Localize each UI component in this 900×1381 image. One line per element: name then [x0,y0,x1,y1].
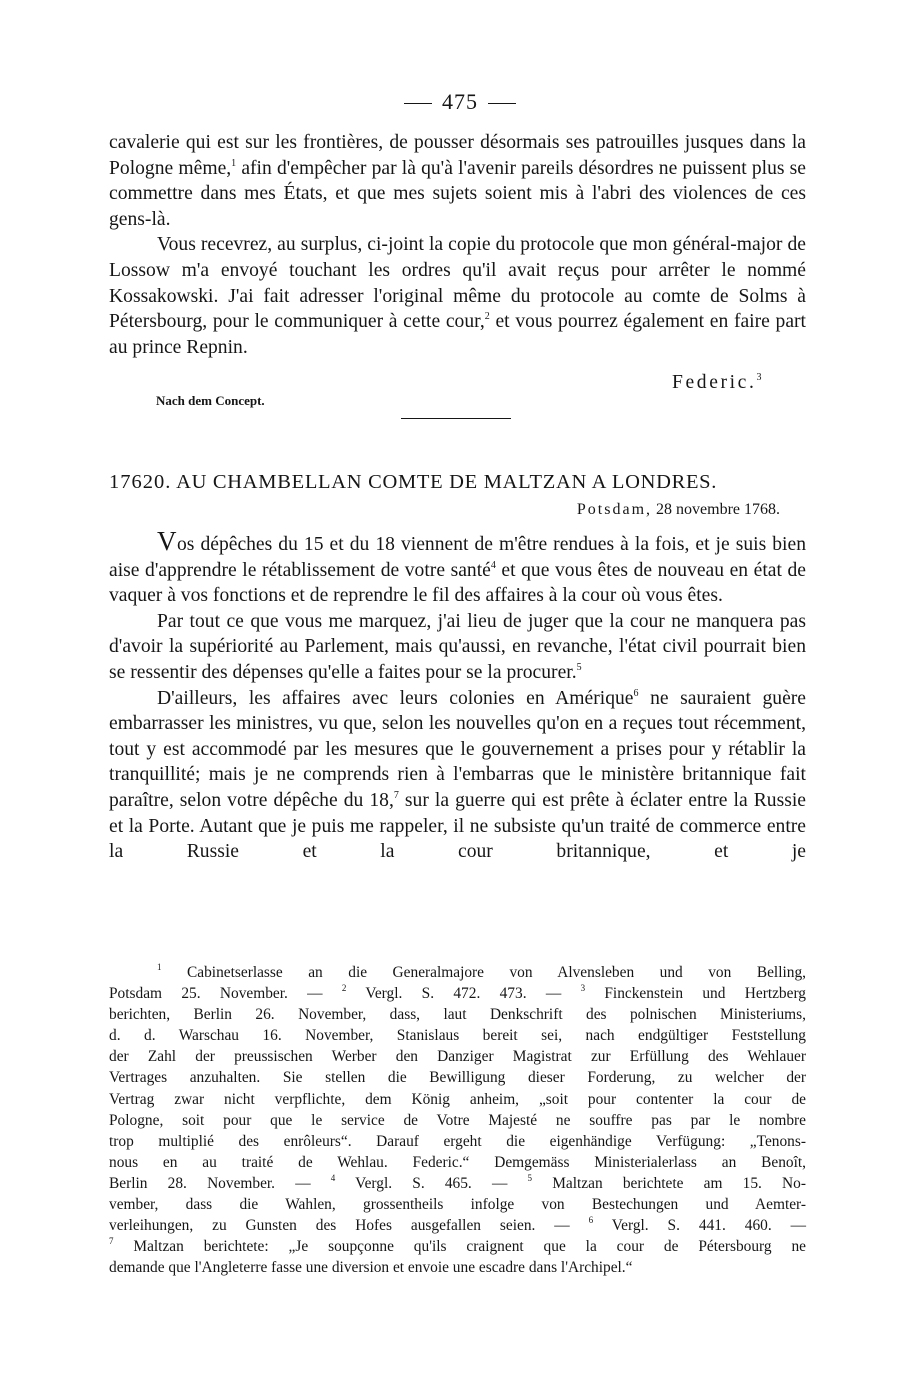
footnote-line: Vertrag zwar nicht verpflichte, dem König anheim, „soit pour contenter la cour de [109,1090,806,1108]
page-number-text: 475 [442,89,478,114]
footnote-line: vember, dass die Wahlen, grossentheils infolge von Bestechungen und Aemter- [109,1196,806,1214]
footnote-line: $^1$ Cabinetserlasse an die Generalmajore von Alvensleben und von Belling, [157,962,806,981]
letter-place: Potsdam, [576,501,653,518]
letter-heading [109,468,806,496]
footnote-ref-3: 3 [756,372,765,383]
footnote-line: berichten, Berlin 26. November, dass, laut Denkschrift des polnischen Ministeriums, [109,1006,806,1024]
footnote-line: nous en au traité de Wehlau. Federic.“ Demgemäss Ministerialerlass an Benoît, [109,1153,806,1171]
drop-initial: V [157,526,177,556]
footnote-line: verleihungen, zu Gunsten des Hofes ausgefallen seien. — $^6$ Vergl. S. 441. 460. — [109,1215,806,1235]
letter-number: 17620. [109,471,172,493]
footnote-line: demande que l'Angleterre fasse une diversion et envoie une escadre dans l'Archipel.“ [109,1259,633,1277]
page-number-dash-left [404,103,432,104]
letter-body [109,526,806,865]
footnote-line: Vertrages anzuhalten. Sie stellen die Bewilligung dieser Forderung, zu welcher der [109,1069,806,1087]
footnote-line: Pologne, soit pour que le service de Votre Majesté ne souffre pas par le nombre [109,1111,806,1129]
footnotes [109,962,806,1278]
footnote-line: der Zahl der preussischen Werber den Danziger Magistrat zur Erfüllung des Wehlauer [109,1048,806,1066]
footnote-ref-4: 4 [490,559,496,571]
letter-paragraph-2: Par tout ce que vous me marquez, j'ai lieu de juger que la cour ne manquera pas d'avoir la supériorité au Parlement, mais qu'aussi, en revanche, l'état civil pourrait bien se ressentir des dépenses qu'elle a faites pour se la procurer.$^5$ [109,610,806,683]
continuation-paragraph-1: cavalerie qui est sur les frontières, de pousser désormais ses patrouilles jusques dans la Pologne même,$^1$ afin d'empêcher par là qu'à l'avenir pareils désordres ne puissent plus se commettre dans mes États, et que mes sujets soient mis à l'abri des violences de ces gens-là. [109,132,806,230]
footnote-line: trop multiplié des enrôleurs“. Darauf ergeht die eigenhändige Verfügung: „Tenons- [109,1132,806,1150]
footnote-ref-6: 6 [633,687,639,699]
letter-dateline [460,499,780,521]
footnote-ref-1: 1 [231,157,237,169]
footnote-ref-5: 5 [576,661,582,673]
footnote-ref-2: 2 [484,311,490,323]
source-note: Nach dem Concept. [156,393,265,408]
page-number [380,88,540,116]
page-number-dash-right [488,103,516,104]
signature: Federic.$^3$ [672,372,765,393]
letter-paragraph-1: Vos dépêches du 15 et du 18 viennent de m'être rendues à la fois, et je suis bien aise d'apprendre le rétablissement de votre santé$^4$ et que vous êtes de nouveau en état de vaquer à vos fonctions et de reprendre le fil des affaires à la cour où vous êtes. [109,526,806,607]
footnote-ref-7: 7 [393,789,399,801]
section-divider [401,418,511,419]
continuation-text [109,130,806,360]
footnote-line: d. d. Warschau 16. November, Stanislaus bereit sei, nach endgültiger Feststellung [109,1027,806,1045]
letter-title: AU CHAMBELLAN COMTE DE MALTZAN A LONDRES. [176,471,718,493]
footnote-line: Potsdam 25. November. — $^2$ Vergl. S. 472. 473. — $^3$ Finckenstein und Hertzberg [109,983,806,1003]
footnote-line: $^7$ Maltzan berichtete: „Je soupçonne qu'ils craignent que la cour de Pétersbourg ne [109,1236,806,1256]
continuation-paragraph-2: Vous recevrez, au surplus, ci-joint la copie du protocole que mon général-major de Lossow m'a envoyé touchant les ordres qu'il avait reçus pour arrêter le nommé Kossakowski. J'ai fait adresser l'original même du protocole au comte de Solms à Pétersbourg, pour le communiquer à cette cour,$^2$ et vous pourrez également en faire part au prince Repnin. [109,234,806,358]
letter-paragraph-3: D'ailleurs, les affaires avec leurs colonies en Amérique$^6$ ne sauraient guère embarrasser les ministres, vu que, selon les nouvelles qu'on en a reçues tout récemment, tout y est accommodé par les mesures que le gouvernement a prises pour y rétablir la tranquillité; mais je ne comprends rien à l'embarras que le ministère britannique fait paraître, selon votre dépêche du 18,$^7$ sur la guerre qui est prête à éclater entre la Russie et la Porte. Autant que je puis me rappeler, il ne subsiste qu'un traité de commerce entre la Russie et la cour britannique, et je [109,687,806,863]
footnote-line: Berlin 28. November. — $^4$ Vergl. S. 465. — $^5$ Maltzan berichtete am 15. No- [109,1172,806,1192]
letter-date: 28 novembre 1768. [656,501,780,518]
